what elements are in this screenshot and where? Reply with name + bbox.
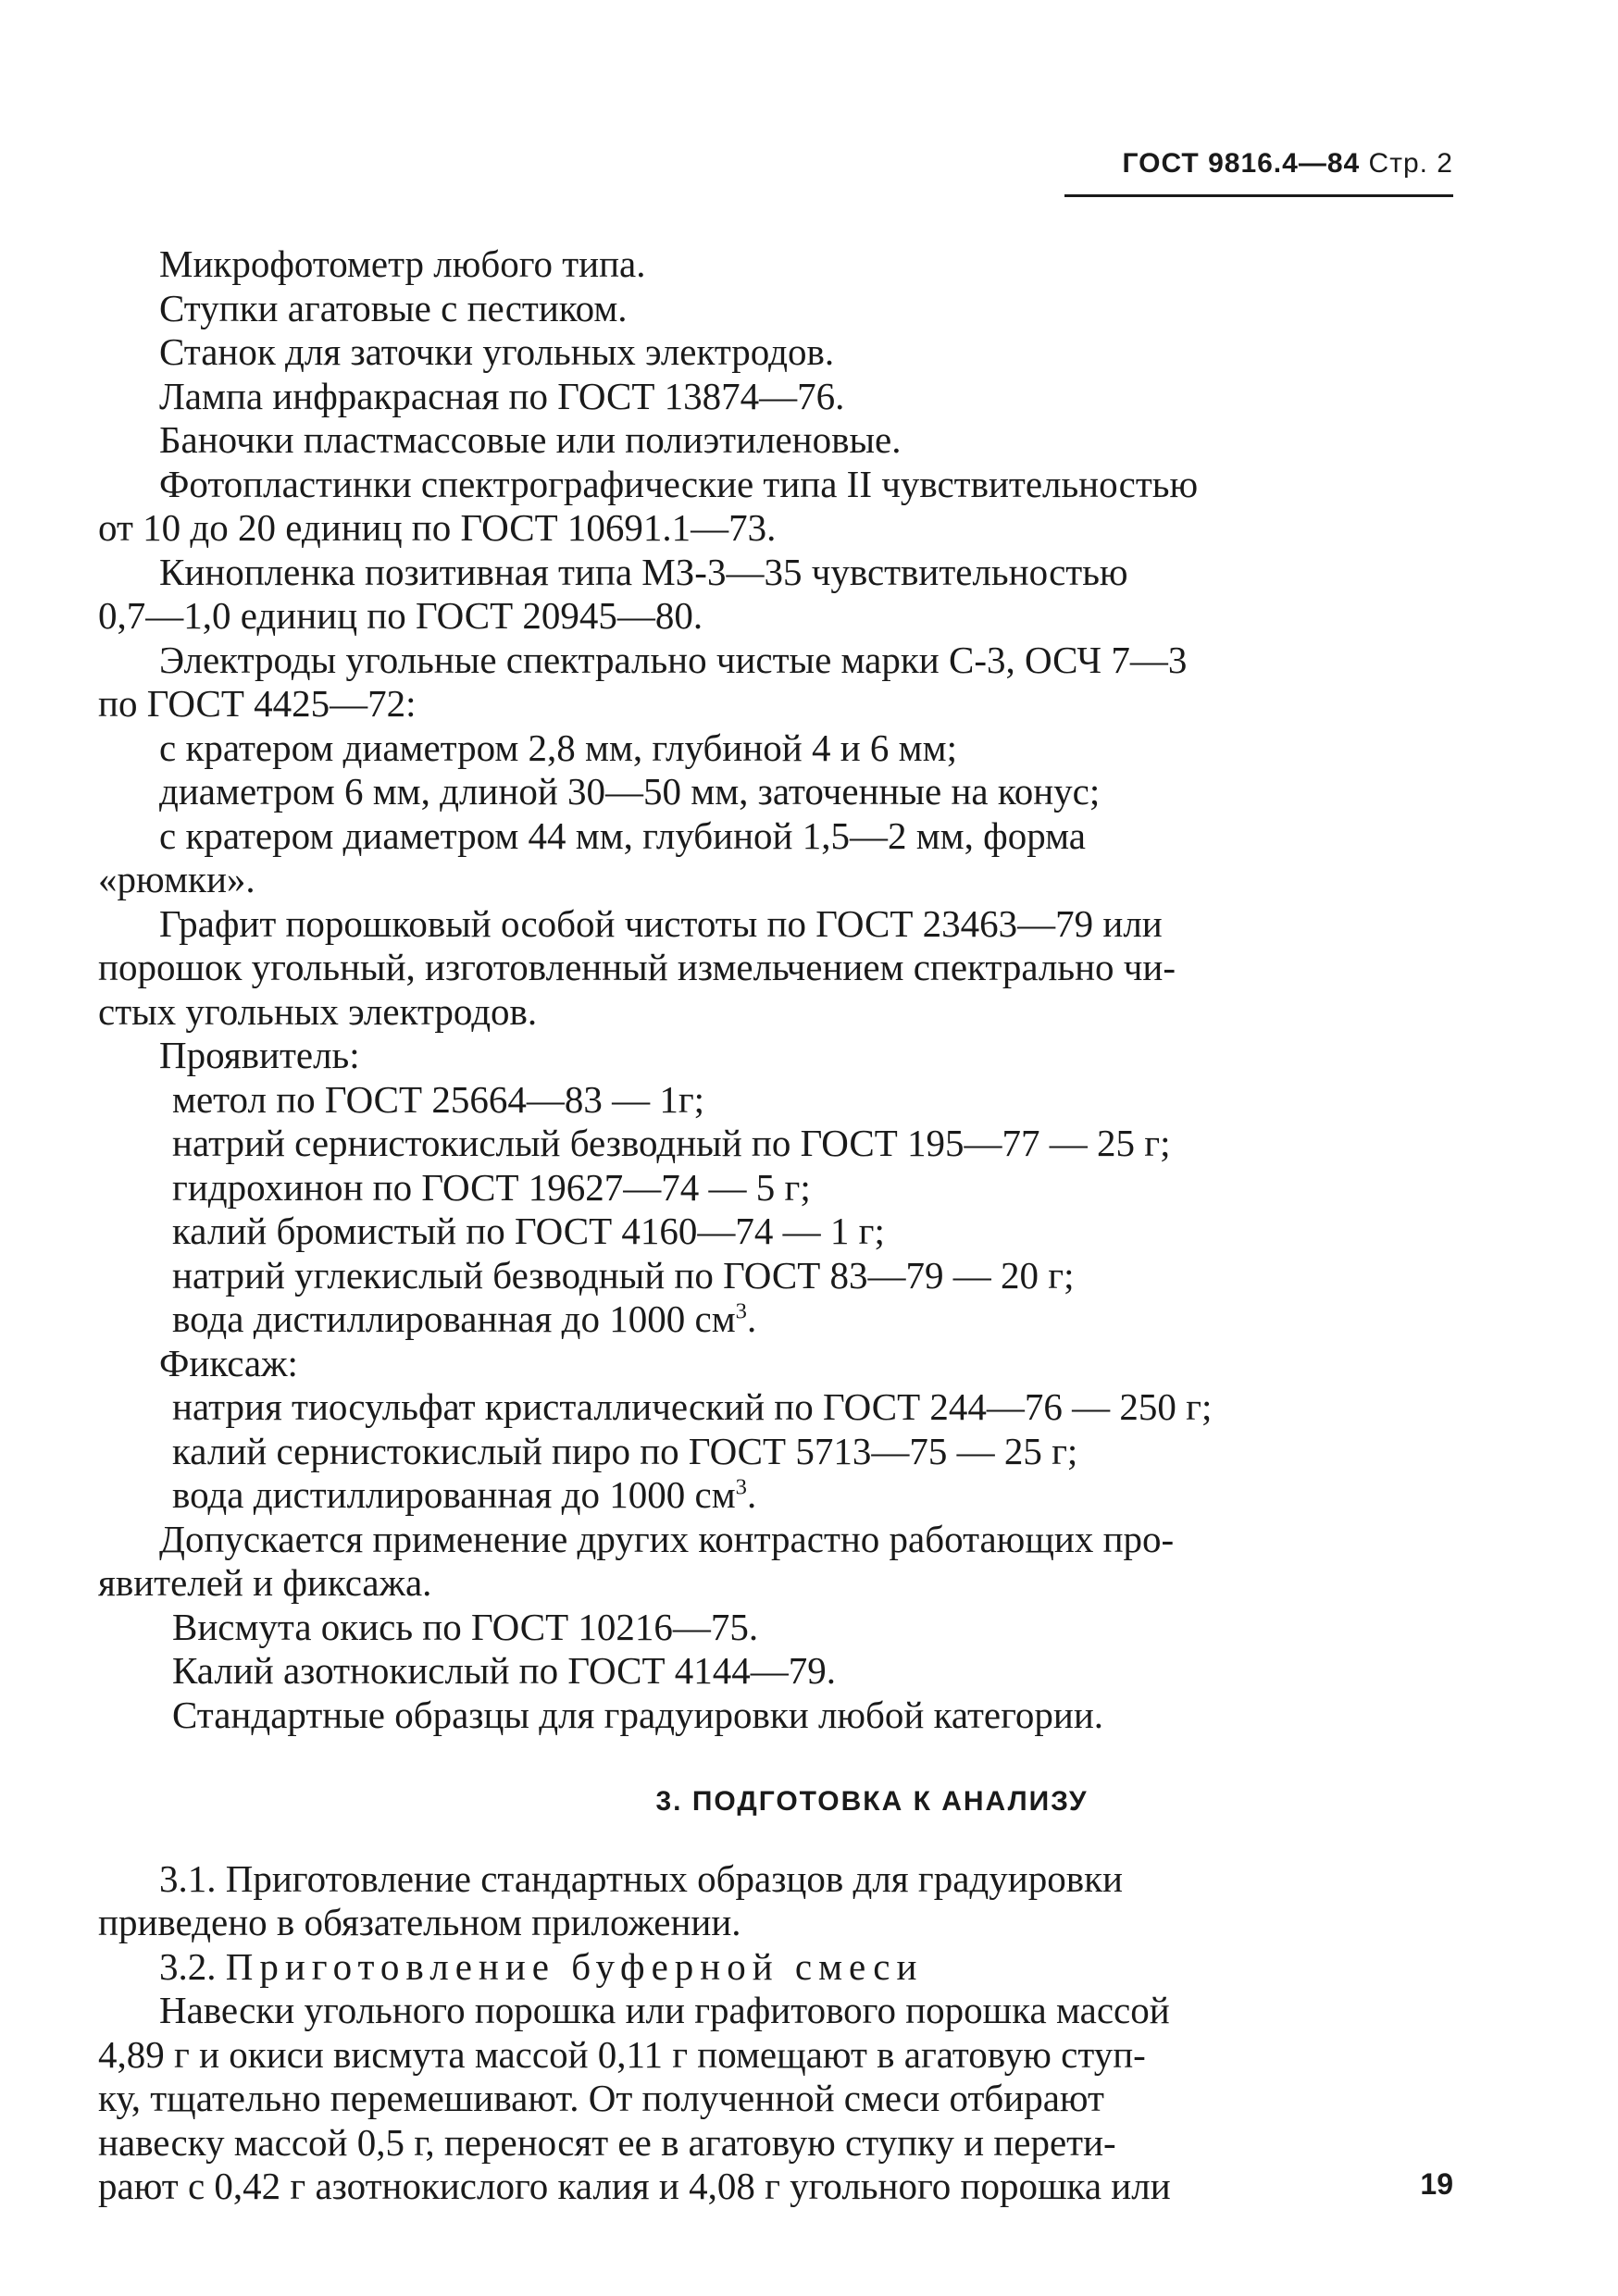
text-line: Фиксаж:: [159, 1341, 298, 1384]
text-line: Баночки пластмассовые или полиэтиленовые.: [159, 418, 902, 461]
text-line: явителей и фиксажа.: [98, 1561, 432, 1604]
text-span: .: [746, 1297, 757, 1340]
text-line: гидрохинон по ГОСТ 19627—74 — 5 г;: [172, 1165, 811, 1209]
text-line: натрия тиосульфат кристаллический по ГОСТ 244—76 — 250 г;: [172, 1385, 1213, 1428]
superscript: 3: [735, 1298, 747, 1324]
paragraph-3-2-line: ку, тщательно перемешивают. От полученной смеси отбирают: [98, 2077, 1104, 2119]
paragraph-3-1-line: приведено в обязательном приложении.: [98, 1901, 741, 1943]
text-line: 0,7—1,0 единиц по ГОСТ 20945—80.: [98, 594, 703, 637]
page-number: 19: [1420, 2167, 1453, 2201]
text-span: .: [746, 1473, 757, 1516]
paragraph-number: 3.2.: [159, 1944, 217, 1988]
text-line: Висмута окись по ГОСТ 10216—75.: [172, 1605, 759, 1648]
text-line: Кинопленка позитивная типа МЗ-3—35 чувствительностью: [159, 550, 1128, 593]
text-line: от 10 до 20 единиц по ГОСТ 10691.1—73.: [98, 506, 777, 549]
section-title: 3. ПОДГОТОВКА К АНАЛИЗУ: [655, 1786, 1089, 1817]
text-line: натрий сернистокислый безводный по ГОСТ 195—77 — 25 г;: [172, 1122, 1171, 1164]
text-line: Лампа инфракрасная по ГОСТ 13874—76.: [159, 374, 845, 417]
paragraph-3-1-line: 3.1. Приготовление стандартных образцов для градуировки: [159, 1856, 1123, 1900]
text-line: калий бромистый по ГОСТ 4160—74 — 1 г;: [172, 1210, 885, 1252]
paragraph-3-2-line: рают с 0,42 г азотнокислого калия и 4,08 г угольного порошка или: [98, 2165, 1171, 2207]
text-line: Допускается применение других контрастно работающих про-: [159, 1517, 1175, 1560]
text-line: Графит порошковый особой чистоты по ГОСТ 23463—79 или: [159, 901, 1163, 945]
text-line: Стандартные образцы для градуировки любой категории.: [172, 1693, 1104, 1736]
running-header: [1064, 148, 1453, 180]
text-line: Проявитель:: [159, 1034, 360, 1076]
text-line: по ГОСТ 4425—72:: [98, 682, 417, 725]
text-line: [172, 1297, 1455, 1342]
paragraph-3-2-line: Навески угольного порошка или графитового порошка массой: [159, 1989, 1170, 2031]
text-line: калий сернистокислый пиро по ГОСТ 5713—75 — 25 г;: [172, 1429, 1078, 1472]
text-span: вода дистиллированная до 1000 см: [172, 1473, 736, 1516]
text-line: Калий азотнокислый по ГОСТ 4144—79.: [172, 1649, 837, 1692]
text-line: натрий углекислый безводный по ГОСТ 83—79 — 20 г;: [172, 1253, 1075, 1297]
text-line: [172, 1473, 1455, 1518]
text-line: Фотопластинки спектрографические типа II чувствительностью: [159, 462, 1199, 505]
text-line: с кратером диаметром 2,8 мм, глубиной 4 и 6 мм;: [159, 726, 957, 769]
standard-number: ГОСТ 9816.4—84: [1122, 148, 1361, 179]
text-line: Электроды угольные спектрально чистые марки С-3, ОСЧ 7—3: [159, 638, 1188, 681]
text-span: вода дистиллированная до 1000 см: [172, 1297, 736, 1340]
text-line: метол по ГОСТ 25664—83 — 1г;: [172, 1077, 705, 1121]
paragraph-3-2-line: 4,89 г и окиси висмута массой 0,11 г помещают в агатовую ступ-: [98, 2032, 1146, 2076]
page-label: Стр. 2: [1368, 148, 1453, 179]
paragraph-title: Приготовление буферной смеси: [225, 1944, 924, 1988]
text-line: стых угольных электродов.: [98, 989, 538, 1033]
paragraph-3-2-line: навеску массой 0,5 г, переносят ее в агатовую ступку и перети-: [98, 2120, 1116, 2164]
text-line: Ступки агатовые с пестиком.: [159, 286, 628, 329]
superscript: 3: [735, 1474, 747, 1500]
text-line: порошок угольный, изготовленный измельчением спектрально чи-: [98, 946, 1176, 988]
body-text: [98, 242, 1455, 2209]
text-line: «рюмки».: [98, 858, 255, 900]
text-line: диаметром 6 мм, длиной 30—50 мм, заточенные на конус;: [159, 770, 1101, 813]
text-line: Станок для заточки угольных электродов.: [159, 330, 835, 373]
header-rule: [1064, 194, 1453, 197]
text-line: Микрофотометр любого типа.: [159, 242, 646, 285]
text-line: с кратером диаметром 44 мм, глубиной 1,5—2 мм, форма: [159, 813, 1086, 857]
paragraph-3-2-heading: [159, 1945, 1455, 1990]
